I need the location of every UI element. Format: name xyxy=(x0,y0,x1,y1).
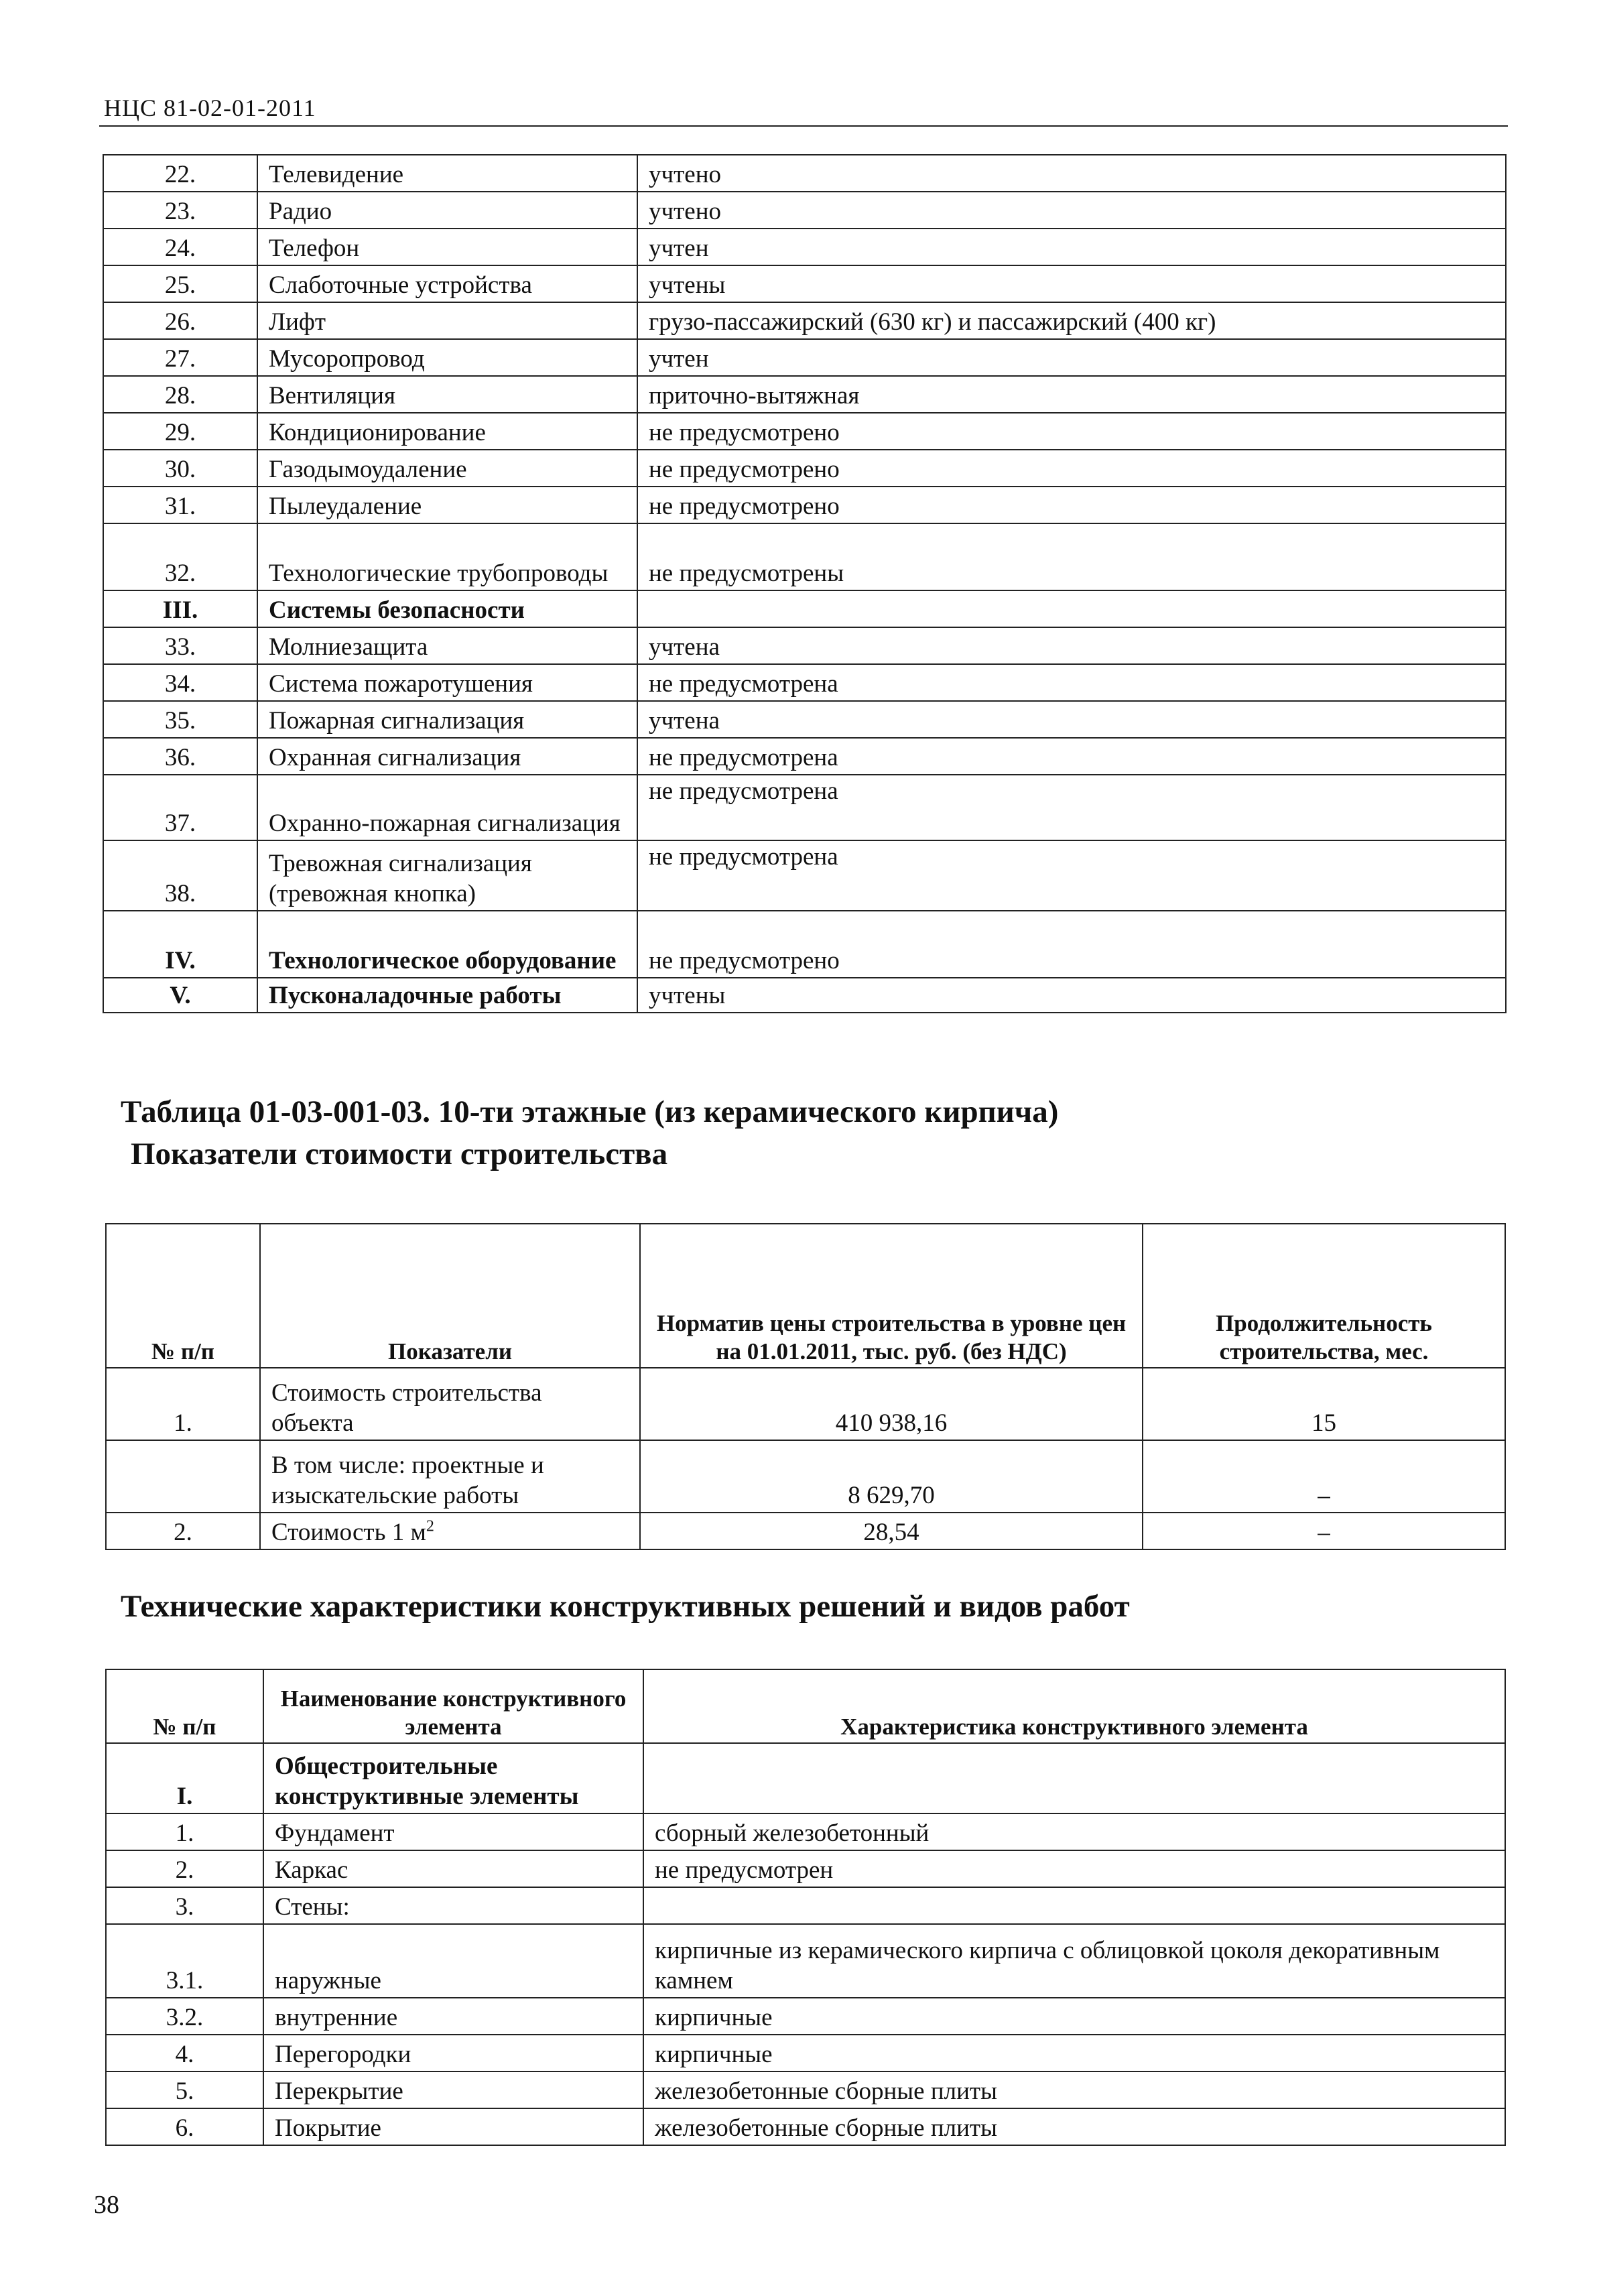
section-title: Технические характеристики конструктивных решений и видов работ xyxy=(121,1589,1130,1624)
row-number: 4. xyxy=(106,2035,263,2071)
row-number: 29. xyxy=(103,413,257,450)
table-row xyxy=(106,2071,1505,2108)
row-number: 34. xyxy=(103,664,257,701)
header-duration: Продолжительность строительства, мес. xyxy=(1143,1224,1505,1368)
row-value: не предусмотрено xyxy=(637,413,1506,450)
row-number: 3.2. xyxy=(106,1998,263,2035)
table-row xyxy=(106,1440,1505,1513)
row-number: 28. xyxy=(103,376,257,413)
row-value: кирпичные xyxy=(643,1998,1505,2035)
document-code: НЦС 81-02-01-2011 xyxy=(104,94,316,121)
table-row xyxy=(106,1513,1505,1549)
row-element: Перегородки xyxy=(263,2035,643,2071)
row-value: не предусмотрена xyxy=(637,840,1506,911)
row-name: Охранная сигнализация xyxy=(257,738,637,775)
row-number: 2. xyxy=(106,1513,260,1549)
row-number: 22. xyxy=(103,155,257,192)
row-price: 28,54 xyxy=(640,1513,1143,1549)
table-row xyxy=(103,265,1506,302)
row-number: 30. xyxy=(103,450,257,487)
row-name: Мусоропровод xyxy=(257,339,637,376)
header-num: № п/п xyxy=(106,1224,260,1368)
header-price: Норматив цены строительства в уровне цен на 01.01.2011, тыс. руб. (без НДС) xyxy=(640,1224,1143,1368)
row-name: Пожарная сигнализация xyxy=(257,701,637,738)
row-name: Охранно-пожарная сигнализация xyxy=(257,775,637,840)
row-number: 5. xyxy=(106,2071,263,2108)
row-value: учтен xyxy=(637,339,1506,376)
row-value: не предусмотрены xyxy=(637,523,1506,590)
row-value: не предусмотрено xyxy=(637,487,1506,523)
row-value: учтен xyxy=(637,229,1506,265)
indicator-text: Стоимость 1 м xyxy=(271,1518,426,1546)
row-value: сборный железобетонный xyxy=(643,1813,1505,1850)
row-number: 38. xyxy=(103,840,257,911)
row-name: Система пожаротушения xyxy=(257,664,637,701)
unit-superscript: 2 xyxy=(426,1517,434,1535)
row-element: Стены: xyxy=(263,1887,643,1924)
row-name: Технологические трубопроводы xyxy=(257,523,637,590)
row-name: Телевидение xyxy=(257,155,637,192)
header-indicator: Показатели xyxy=(260,1224,640,1368)
row-number: 26. xyxy=(103,302,257,339)
row-name: Лифт xyxy=(257,302,637,339)
row-value: не предусмотрена xyxy=(637,664,1506,701)
table-row xyxy=(103,911,1506,978)
row-number: 6. xyxy=(106,2108,263,2145)
table-row xyxy=(103,664,1506,701)
row-number: 24. xyxy=(103,229,257,265)
header-row xyxy=(106,1224,1505,1368)
row-value: учтено xyxy=(637,192,1506,229)
row-number: 31. xyxy=(103,487,257,523)
table-row xyxy=(103,775,1506,840)
table-row xyxy=(106,1368,1505,1440)
row-duration: 15 xyxy=(1143,1368,1505,1440)
row-value: железобетонные сборные плиты xyxy=(643,2071,1505,2108)
table-row xyxy=(103,192,1506,229)
row-number xyxy=(106,1440,260,1513)
row-name: Пылеудаление xyxy=(257,487,637,523)
row-number: 35. xyxy=(103,701,257,738)
row-name: Молниезащита xyxy=(257,627,637,664)
row-number: 32. xyxy=(103,523,257,590)
table-row xyxy=(103,155,1506,192)
row-value: учтены xyxy=(637,978,1506,1013)
row-indicator: В том числе: проектные и изыскательские работы xyxy=(260,1440,640,1513)
row-element: Фундамент xyxy=(263,1813,643,1850)
row-indicator xyxy=(260,1513,640,1549)
table-row xyxy=(106,1743,1505,1813)
row-value: не предусмотрен xyxy=(643,1850,1505,1887)
row-number: 3.1. xyxy=(106,1924,263,1998)
table-row xyxy=(103,229,1506,265)
table-row xyxy=(106,2035,1505,2071)
row-value: не предусмотрено xyxy=(637,450,1506,487)
table-row xyxy=(103,450,1506,487)
header-divider xyxy=(99,125,1508,127)
row-value xyxy=(637,590,1506,627)
row-number: 2. xyxy=(106,1850,263,1887)
row-value: кирпичные xyxy=(643,2035,1505,2071)
row-duration: – xyxy=(1143,1513,1505,1549)
row-value: кирпичные из керамического кирпича с облицовкой цоколя декоративным камнем xyxy=(643,1924,1505,1998)
row-element: Покрытие xyxy=(263,2108,643,2145)
row-number: 36. xyxy=(103,738,257,775)
header-element: Наименование конструктивного элемента xyxy=(263,1669,643,1743)
header-characteristic: Характеристика конструктивного элемента xyxy=(643,1669,1505,1743)
row-value xyxy=(643,1887,1505,1924)
row-duration: – xyxy=(1143,1440,1505,1513)
section-number: V. xyxy=(103,978,257,1013)
row-number: 1. xyxy=(106,1813,263,1850)
row-name: Газодымоудаление xyxy=(257,450,637,487)
row-element: Каркас xyxy=(263,1850,643,1887)
table-row xyxy=(103,523,1506,590)
section-name: Общестроительные конструктивные элементы xyxy=(263,1743,643,1813)
table-row xyxy=(103,627,1506,664)
row-value: приточно-вытяжная xyxy=(637,376,1506,413)
row-name: Кондиционирование xyxy=(257,413,637,450)
section-name: Технологическое оборудование xyxy=(257,911,637,978)
row-indicator: Стоимость строительства объекта xyxy=(260,1368,640,1440)
row-element: Перекрытие xyxy=(263,2071,643,2108)
technical-characteristics-table xyxy=(105,1669,1506,2146)
table-row xyxy=(103,590,1506,627)
row-value: учтена xyxy=(637,627,1506,664)
row-value: учтена xyxy=(637,701,1506,738)
row-number: 1. xyxy=(106,1368,260,1440)
section-name: Системы безопасности xyxy=(257,590,637,627)
row-price: 8 629,70 xyxy=(640,1440,1143,1513)
section-number: IV. xyxy=(103,911,257,978)
row-number: 25. xyxy=(103,265,257,302)
row-number: 37. xyxy=(103,775,257,840)
table-row xyxy=(106,1924,1505,1998)
row-name: Тревожная сигнализация (тревожная кнопка) xyxy=(257,840,637,911)
table-row xyxy=(103,413,1506,450)
row-element: наружные xyxy=(263,1924,643,1998)
row-name: Радио xyxy=(257,192,637,229)
table-title: Таблица 01-03-001-03. 10-ти этажные (из керамического кирпича) xyxy=(121,1094,1059,1129)
row-value: учтены xyxy=(637,265,1506,302)
table-row xyxy=(103,701,1506,738)
row-price: 410 938,16 xyxy=(640,1368,1143,1440)
row-element: внутренние xyxy=(263,1998,643,2035)
row-value: не предусмотрена xyxy=(637,738,1506,775)
row-number: 27. xyxy=(103,339,257,376)
page-number: 38 xyxy=(94,2191,119,2219)
row-name: Вентиляция xyxy=(257,376,637,413)
table-row xyxy=(106,1998,1505,2035)
table-subtitle: Показатели стоимости строительства xyxy=(131,1137,668,1171)
table-row xyxy=(103,738,1506,775)
table-row xyxy=(103,376,1506,413)
row-value xyxy=(643,1743,1505,1813)
header-row xyxy=(106,1669,1505,1743)
table-row xyxy=(103,978,1506,1013)
row-number: 3. xyxy=(106,1887,263,1924)
table-row xyxy=(103,840,1506,911)
row-number: 33. xyxy=(103,627,257,664)
row-number: 23. xyxy=(103,192,257,229)
table-row xyxy=(103,339,1506,376)
header-num: № п/п xyxy=(106,1669,263,1743)
row-value: грузо-пассажирский (630 кг) и пассажирский (400 кг) xyxy=(637,302,1506,339)
section-number: III. xyxy=(103,590,257,627)
table-row xyxy=(106,1887,1505,1924)
row-name: Телефон xyxy=(257,229,637,265)
cost-indicators-table xyxy=(105,1223,1506,1550)
section-name: Пусконаладочные работы xyxy=(257,978,637,1013)
row-value: железобетонные сборные плиты xyxy=(643,2108,1505,2145)
table-row xyxy=(106,2108,1505,2145)
systems-table xyxy=(103,154,1507,1013)
row-value: не предусмотрена xyxy=(637,775,1506,840)
table-row xyxy=(106,1850,1505,1887)
table-row xyxy=(103,487,1506,523)
table-row xyxy=(103,302,1506,339)
row-value: не предусмотрено xyxy=(637,911,1506,978)
row-name: Слаботочные устройства xyxy=(257,265,637,302)
row-value: учтено xyxy=(637,155,1506,192)
table-row xyxy=(106,1813,1505,1850)
section-number: I. xyxy=(106,1743,263,1813)
